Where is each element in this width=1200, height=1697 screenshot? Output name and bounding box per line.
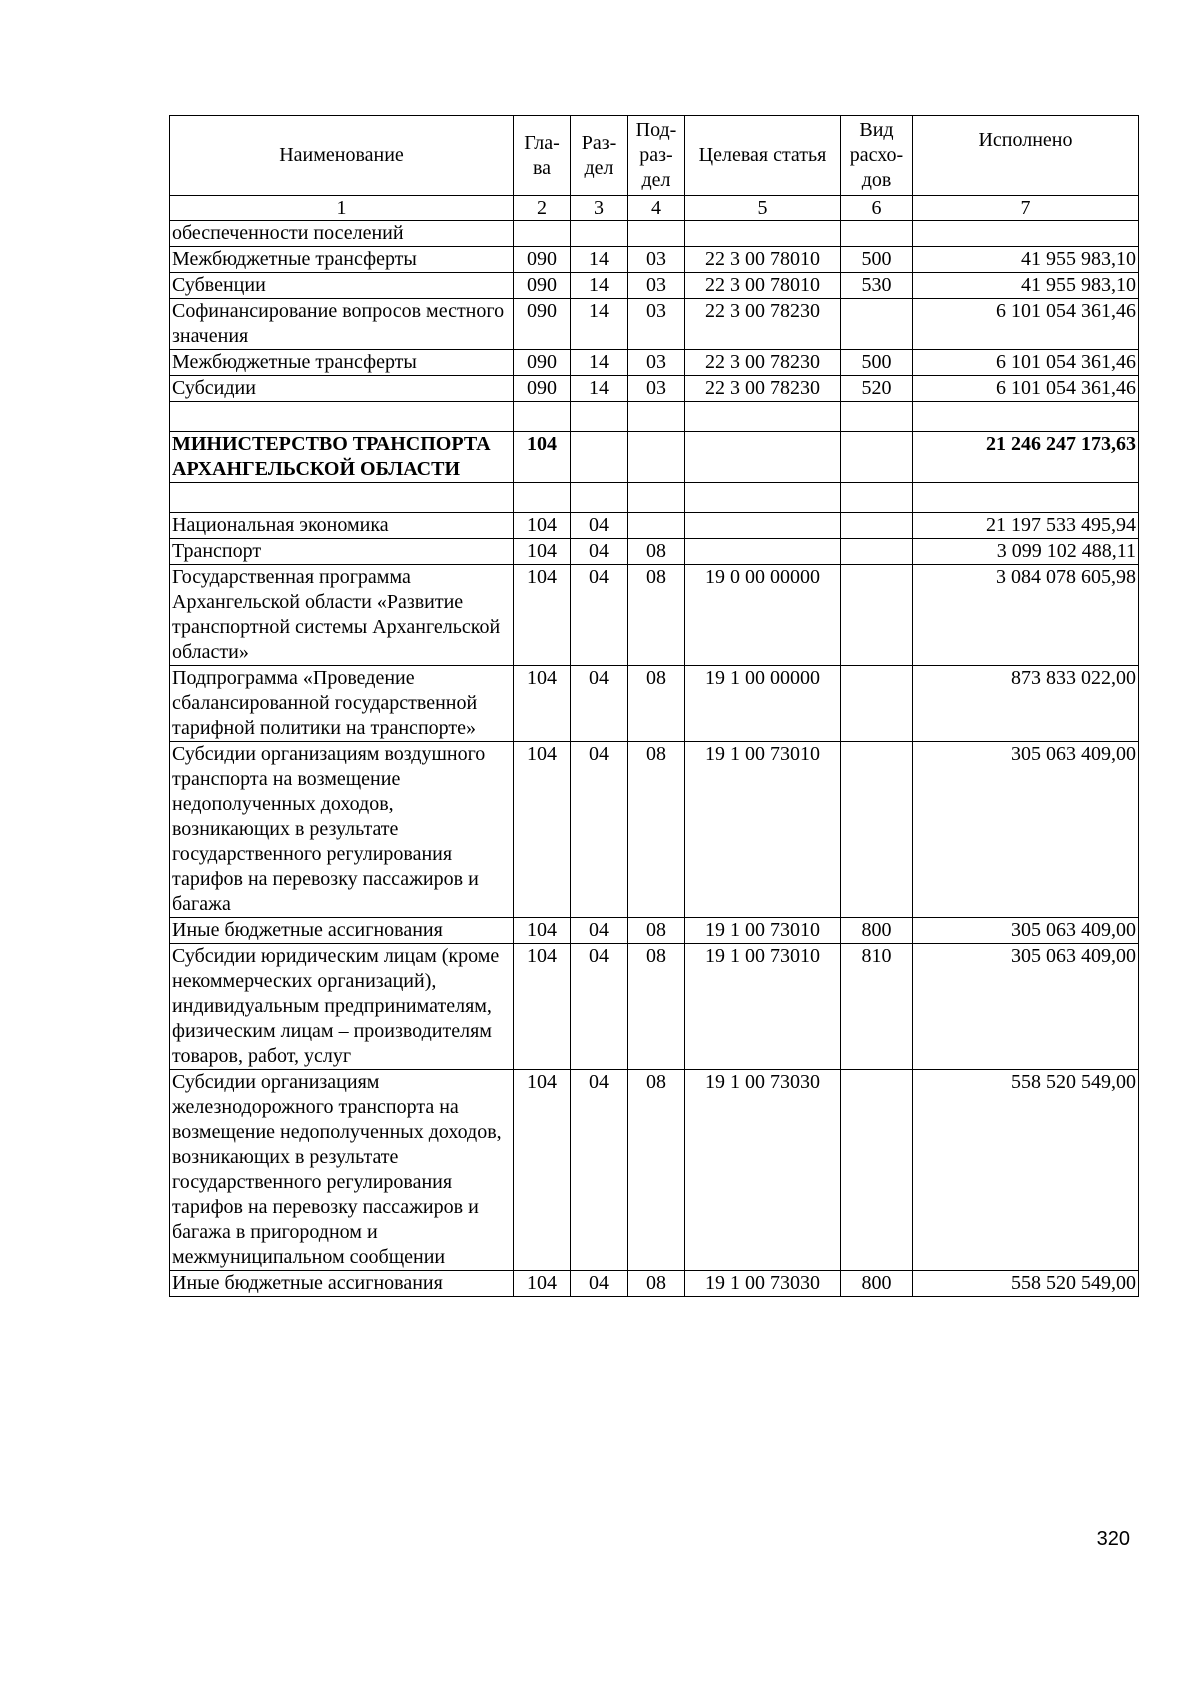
row-chapter: 090	[514, 299, 571, 350]
column-number-row	[170, 196, 1139, 221]
row-subsection: 08	[628, 666, 685, 742]
row-name: Субсидии организациям воздушного транспорта на возмещение недополученных доходов, возникающих в результате государственного регулирования тарифов на перевозку пассажиров и багажа	[170, 742, 514, 918]
row-chapter: 104	[514, 513, 571, 539]
row-section: 04	[571, 539, 628, 565]
row-expense-type: 500	[841, 350, 913, 376]
row-subsection	[628, 221, 685, 247]
header-row	[170, 116, 1139, 196]
row-section: 14	[571, 350, 628, 376]
row-section: 14	[571, 299, 628, 350]
row-section: 04	[571, 944, 628, 1070]
row-amount: 873 833 022,00	[913, 666, 1139, 742]
row-amount: 41 955 983,10	[913, 273, 1139, 299]
row-chapter: 104	[514, 742, 571, 918]
row-chapter: 104	[514, 666, 571, 742]
table-row	[170, 513, 1139, 539]
table-row	[170, 299, 1139, 350]
row-name: Софинансирование вопросов местного значения	[170, 299, 514, 350]
table-row	[170, 376, 1139, 402]
column-number: 5	[685, 196, 841, 221]
row-target-article: 22 3 00 78010	[685, 273, 841, 299]
row-subsection	[628, 432, 685, 483]
row-target-article: 22 3 00 78230	[685, 299, 841, 350]
row-chapter	[514, 221, 571, 247]
row-amount: 41 955 983,10	[913, 247, 1139, 273]
table-row	[170, 432, 1139, 483]
header-section: Раз- дел	[571, 116, 628, 196]
column-number: 7	[913, 196, 1139, 221]
row-name: Межбюджетные трансферты	[170, 247, 514, 273]
row-section	[571, 432, 628, 483]
page-number: 320	[1096, 1528, 1130, 1550]
row-subsection: 03	[628, 273, 685, 299]
row-expense-type	[841, 432, 913, 483]
row-amount: 305 063 409,00	[913, 742, 1139, 918]
empty-cell	[571, 483, 628, 513]
row-subsection: 03	[628, 299, 685, 350]
row-subsection: 03	[628, 247, 685, 273]
row-amount: 21 197 533 495,94	[913, 513, 1139, 539]
header-executed: Исполнено	[913, 116, 1139, 196]
row-subsection: 03	[628, 350, 685, 376]
row-name: Субвенции	[170, 273, 514, 299]
row-section: 04	[571, 1271, 628, 1297]
row-expense-type: 800	[841, 918, 913, 944]
table-row	[170, 565, 1139, 666]
row-expense-type: 520	[841, 376, 913, 402]
header-name: Наименование	[170, 116, 514, 196]
row-expense-type	[841, 539, 913, 565]
row-name: Субсидии организациям железнодорожного транспорта на возмещение недополученных доходов, возникающих в результате государственного регулирования тарифов на перевозку пассажиров и багажа в пригородном и межмуниципальном сообщении	[170, 1070, 514, 1271]
row-expense-type: 800	[841, 1271, 913, 1297]
table-row	[170, 918, 1139, 944]
row-name: МИНИСТЕРСТВО ТРАНСПОРТА АРХАНГЕЛЬСКОЙ ОБЛАСТИ	[170, 432, 514, 483]
row-target-article	[685, 221, 841, 247]
row-chapter: 104	[514, 1070, 571, 1271]
table-row	[170, 1070, 1139, 1271]
empty-cell	[514, 402, 571, 432]
table-row	[170, 539, 1139, 565]
row-amount: 21 246 247 173,63	[913, 432, 1139, 483]
row-expense-type	[841, 666, 913, 742]
empty-cell	[571, 402, 628, 432]
column-number: 1	[170, 196, 514, 221]
row-name: Подпрограмма «Проведение сбалансированной государственной тарифной политики на транспорте»	[170, 666, 514, 742]
table-row	[170, 944, 1139, 1070]
row-expense-type	[841, 565, 913, 666]
table-row	[170, 221, 1139, 247]
table-row	[170, 273, 1139, 299]
table-row	[170, 1271, 1139, 1297]
table-row	[170, 742, 1139, 918]
column-number: 6	[841, 196, 913, 221]
row-amount: 558 520 549,00	[913, 1271, 1139, 1297]
row-expense-type	[841, 221, 913, 247]
empty-cell	[685, 402, 841, 432]
table-row	[170, 247, 1139, 273]
row-name: Национальная экономика	[170, 513, 514, 539]
row-chapter: 104	[514, 565, 571, 666]
empty-cell	[170, 483, 514, 513]
row-amount	[913, 221, 1139, 247]
row-subsection: 08	[628, 742, 685, 918]
row-section: 04	[571, 1070, 628, 1271]
row-name: обеспеченности поселений	[170, 221, 514, 247]
row-name: Иные бюджетные ассигнования	[170, 1271, 514, 1297]
row-section: 14	[571, 273, 628, 299]
header-target-article: Целевая статья	[685, 116, 841, 196]
row-amount: 6 101 054 361,46	[913, 350, 1139, 376]
row-target-article	[685, 432, 841, 483]
spacer-row	[170, 483, 1139, 513]
row-expense-type: 810	[841, 944, 913, 1070]
row-section: 04	[571, 513, 628, 539]
row-amount: 3 099 102 488,11	[913, 539, 1139, 565]
row-target-article: 22 3 00 78010	[685, 247, 841, 273]
table-row	[170, 666, 1139, 742]
row-target-article	[685, 513, 841, 539]
row-chapter: 090	[514, 273, 571, 299]
row-chapter: 090	[514, 350, 571, 376]
row-name: Субсидии	[170, 376, 514, 402]
row-amount: 6 101 054 361,46	[913, 299, 1139, 350]
row-name: Транспорт	[170, 539, 514, 565]
row-chapter: 104	[514, 918, 571, 944]
row-target-article: 19 0 00 00000	[685, 565, 841, 666]
row-target-article: 19 1 00 73030	[685, 1271, 841, 1297]
row-subsection	[628, 513, 685, 539]
row-chapter: 104	[514, 539, 571, 565]
row-section: 04	[571, 666, 628, 742]
row-chapter: 104	[514, 432, 571, 483]
column-number: 2	[514, 196, 571, 221]
row-expense-type	[841, 1070, 913, 1271]
empty-cell	[514, 483, 571, 513]
row-subsection: 08	[628, 944, 685, 1070]
empty-cell	[628, 402, 685, 432]
row-target-article: 19 1 00 73010	[685, 918, 841, 944]
row-section: 04	[571, 918, 628, 944]
row-subsection: 03	[628, 376, 685, 402]
row-amount: 305 063 409,00	[913, 918, 1139, 944]
column-number: 3	[571, 196, 628, 221]
row-section: 14	[571, 247, 628, 273]
table-row	[170, 350, 1139, 376]
row-chapter: 104	[514, 944, 571, 1070]
header-subsection: Под- раз- дел	[628, 116, 685, 196]
row-amount: 3 084 078 605,98	[913, 565, 1139, 666]
row-target-article: 22 3 00 78230	[685, 376, 841, 402]
row-subsection: 08	[628, 539, 685, 565]
empty-cell	[628, 483, 685, 513]
spacer-row	[170, 402, 1139, 432]
row-name: Государственная программа Архангельской области «Развитие транспортной системы Архангельской области»	[170, 565, 514, 666]
row-subsection: 08	[628, 918, 685, 944]
row-target-article	[685, 539, 841, 565]
row-subsection: 08	[628, 1070, 685, 1271]
empty-cell	[913, 402, 1139, 432]
row-section: 04	[571, 742, 628, 918]
budget-table	[169, 115, 1139, 1297]
column-number: 4	[628, 196, 685, 221]
row-section: 14	[571, 376, 628, 402]
row-name: Межбюджетные трансферты	[170, 350, 514, 376]
row-chapter: 090	[514, 376, 571, 402]
empty-cell	[170, 402, 514, 432]
row-expense-type	[841, 742, 913, 918]
header-expense-type: Вид расхо- дов	[841, 116, 913, 196]
empty-cell	[841, 483, 913, 513]
header-chapter: Гла- ва	[514, 116, 571, 196]
row-target-article: 19 1 00 00000	[685, 666, 841, 742]
row-amount: 558 520 549,00	[913, 1070, 1139, 1271]
row-amount: 305 063 409,00	[913, 944, 1139, 1070]
row-expense-type: 500	[841, 247, 913, 273]
row-expense-type	[841, 513, 913, 539]
row-chapter: 090	[514, 247, 571, 273]
row-target-article: 19 1 00 73030	[685, 1070, 841, 1271]
table-body	[170, 221, 1139, 1297]
empty-cell	[841, 402, 913, 432]
row-target-article: 19 1 00 73010	[685, 944, 841, 1070]
row-subsection: 08	[628, 565, 685, 666]
row-name: Иные бюджетные ассигнования	[170, 918, 514, 944]
row-amount: 6 101 054 361,46	[913, 376, 1139, 402]
empty-cell	[913, 483, 1139, 513]
empty-cell	[685, 483, 841, 513]
row-expense-type	[841, 299, 913, 350]
row-name: Субсидии юридическим лицам (кроме некоммерческих организаций), индивидуальным предпринимателям, физическим лицам – производителям товаров, работ, услуг	[170, 944, 514, 1070]
row-target-article: 22 3 00 78230	[685, 350, 841, 376]
row-target-article: 19 1 00 73010	[685, 742, 841, 918]
row-subsection: 08	[628, 1271, 685, 1297]
row-section: 04	[571, 565, 628, 666]
row-chapter: 104	[514, 1271, 571, 1297]
row-expense-type: 530	[841, 273, 913, 299]
row-section	[571, 221, 628, 247]
